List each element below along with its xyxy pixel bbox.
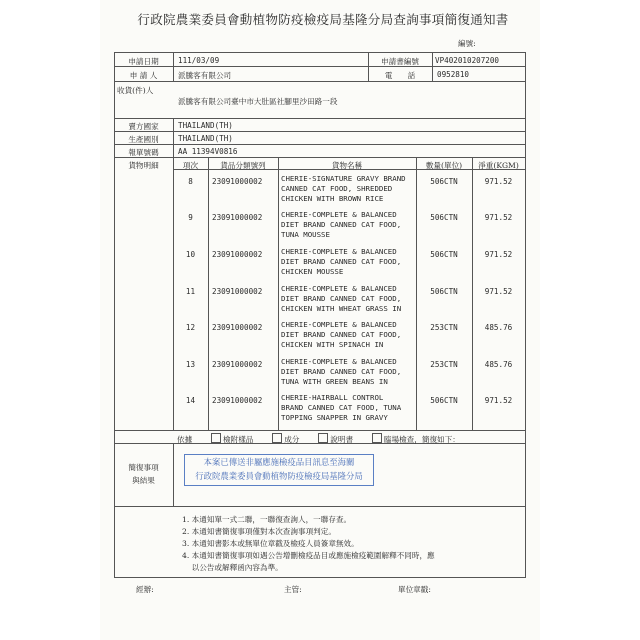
goods-description: CHERIE-COMPLETE & BALANCED DIET BRAND CANNED CAT FOOD, TUNA WITH GREEN BEANS IN bbox=[281, 357, 402, 386]
declaration-label: 報單號碼 bbox=[128, 148, 159, 157]
goods-item-no: 14 bbox=[185, 396, 196, 405]
supervisor-label: 主管: bbox=[284, 585, 302, 594]
col-item-header: 項次 bbox=[182, 161, 199, 170]
goods-net-weight: 971.52 bbox=[484, 287, 513, 296]
rule bbox=[208, 157, 209, 430]
goods-quantity: 506CTN bbox=[430, 250, 458, 259]
rule bbox=[173, 66, 174, 81]
goods-item-no: 12 bbox=[185, 323, 196, 332]
col-weight-header: 淨重(KGM) bbox=[478, 161, 519, 170]
rule bbox=[114, 577, 526, 578]
goods-hs-code: 23091000002 bbox=[212, 360, 263, 369]
goods-item-no: 9 bbox=[188, 213, 193, 222]
rule bbox=[114, 118, 526, 119]
goods-net-weight: 971.52 bbox=[484, 177, 513, 186]
goods-quantity: 253CTN bbox=[430, 360, 458, 369]
basis-option-inspection: 臨場檢查，簡復如下： bbox=[383, 435, 460, 444]
reply-label bbox=[114, 461, 173, 487]
reply-stamp bbox=[184, 454, 374, 486]
col-code-header: 貨品分類號列 bbox=[220, 161, 266, 170]
phone-label: 電 話 bbox=[384, 71, 416, 80]
goods-description: CHERIE-COMPLETE & BALANCED DIET BRAND CANNED CAT FOOD, CHICKEN WITH SPINACH IN bbox=[281, 320, 402, 349]
col-name-header: 貨物名稱 bbox=[331, 161, 363, 170]
rule bbox=[432, 52, 433, 81]
basis-option-sample: 檢附樣品 bbox=[223, 435, 254, 444]
handler-label: 經辦: bbox=[136, 585, 154, 594]
checkbox-sample[interactable] bbox=[211, 433, 221, 443]
goods-net-weight: 485.76 bbox=[484, 323, 513, 332]
goods-quantity: 506CTN bbox=[430, 213, 458, 222]
rule bbox=[114, 52, 526, 53]
note-2: 2. 本通知書簡復事項僅對本次查詢事項判定。 bbox=[182, 527, 336, 536]
goods-net-weight: 971.52 bbox=[484, 213, 513, 222]
serial-label: 編號: bbox=[458, 39, 476, 48]
goods-hs-code: 23091000002 bbox=[212, 177, 263, 186]
basis-row bbox=[177, 433, 460, 445]
note-4: 4. 本通知書簡復事項如遇公告增刪檢疫品目或應施檢疫範圍解釋不同時，應 bbox=[182, 551, 435, 560]
goods-section-label: 貨物明細 bbox=[128, 161, 159, 170]
reply-label-line1: 簡復事項 bbox=[128, 463, 159, 472]
phone-value: 0952810 bbox=[437, 70, 470, 79]
rule bbox=[114, 506, 526, 507]
goods-description: CHERIE-COMPLETE & BALANCED DIET BRAND CANNED CAT FOOD, TUNA MOUSSE bbox=[281, 210, 402, 239]
basis-label: 依據 bbox=[177, 435, 193, 444]
goods-quantity: 506CTN bbox=[430, 287, 458, 296]
frame-right bbox=[525, 52, 526, 577]
goods-hs-code: 23091000002 bbox=[212, 213, 263, 222]
goods-item-no: 11 bbox=[185, 287, 196, 296]
goods-item-no: 10 bbox=[185, 250, 196, 259]
rule bbox=[173, 52, 174, 67]
seller-country-label: 賣方國家 bbox=[128, 122, 159, 131]
basis-option-ingredient: 成分 bbox=[284, 435, 300, 444]
col-qty-header: 數量(單位) bbox=[425, 161, 463, 170]
goods-description: CHERIE-SIGNATURE GRAVY BRAND CANNED CAT FOOD, SHREDDED CHICKEN WITH BROWN RICE bbox=[281, 174, 406, 203]
consignee-label: 收貨(件)人 bbox=[117, 86, 154, 95]
rule bbox=[114, 131, 526, 132]
applicant-label: 申 請 人 bbox=[129, 71, 158, 80]
origin-label: 生產國別 bbox=[128, 135, 159, 144]
checkbox-inspection[interactable] bbox=[372, 433, 382, 443]
goods-description: CHERIE-COMPLETE & BALANCED DIET BRAND CANNED CAT FOOD, CHICKEN MOUSSE bbox=[281, 247, 402, 276]
application-no-value: VP402010207200 bbox=[435, 56, 500, 65]
declaration-value: AA 11394V0816 bbox=[178, 147, 238, 156]
applicant-value: 派騰客有限公司 bbox=[178, 71, 232, 80]
checkbox-manual[interactable] bbox=[318, 433, 328, 443]
note-3: 3. 本通知書影本或無單位章戳及檢疫人員簽章無效。 bbox=[182, 539, 359, 548]
goods-net-weight: 485.76 bbox=[484, 360, 513, 369]
goods-quantity: 506CTN bbox=[430, 396, 458, 405]
document-sheet bbox=[100, 0, 540, 640]
goods-hs-code: 23091000002 bbox=[212, 287, 263, 296]
rule bbox=[278, 157, 279, 430]
note-1: 1. 本通知單一式二聯，一聯復查詢人，一聯存查。 bbox=[182, 515, 352, 524]
unit-stamp-label: 單位章戳: bbox=[398, 585, 431, 594]
goods-hs-code: 23091000002 bbox=[212, 323, 263, 332]
goods-net-weight: 971.52 bbox=[484, 250, 513, 259]
goods-item-no: 8 bbox=[188, 177, 193, 186]
date-value: 111/03/09 bbox=[178, 56, 220, 65]
seller-country-value: THAILAND(TH) bbox=[178, 121, 233, 130]
rule bbox=[114, 81, 526, 82]
stamp-line-1: 本案已傳送非屬應施檢疫品目訊息至海關 bbox=[203, 457, 355, 467]
application-no-label: 申請書編號 bbox=[381, 57, 419, 66]
goods-hs-code: 23091000002 bbox=[212, 396, 263, 405]
goods-quantity: 506CTN bbox=[430, 177, 458, 186]
reply-label-line2: 與結果 bbox=[132, 476, 155, 485]
goods-description: CHERIE-HAIRBALL CONTROL BRAND CANNED CAT FOOD, TUNA TOPPING SNAPPER IN GRAVY bbox=[281, 393, 402, 422]
goods-description: CHERIE-COMPLETE & BALANCED DIET BRAND CANNED CAT FOOD, CHICKEN WITH WHEAT GRASS IN bbox=[281, 284, 402, 313]
rule bbox=[114, 157, 526, 158]
consignee-value: 派騰客有限公司臺中市大肚區社腳里沙田路一段 bbox=[178, 97, 338, 106]
rule bbox=[114, 66, 526, 67]
rule bbox=[173, 443, 174, 506]
goods-hs-code: 23091000002 bbox=[212, 250, 263, 259]
basis-option-manual: 說明書 bbox=[330, 435, 354, 444]
note-4-cont: 以公告或解釋函內容為準。 bbox=[182, 563, 283, 572]
goods-quantity: 253CTN bbox=[430, 323, 458, 332]
origin-value: THAILAND(TH) bbox=[178, 134, 233, 143]
goods-net-weight: 971.52 bbox=[484, 396, 513, 405]
checkbox-ingredient[interactable] bbox=[272, 433, 282, 443]
rule bbox=[114, 144, 526, 145]
stamp-line-2: 行政院農業委員會動植物防疫檢疫局基隆分局 bbox=[195, 471, 363, 481]
goods-item-no: 13 bbox=[185, 360, 196, 369]
date-label: 申請日期 bbox=[128, 57, 159, 66]
document-title: 行政院農業委員會動植物防疫檢疫局基隆分局查詢事項簡復通知書 bbox=[137, 12, 509, 27]
rule bbox=[114, 430, 526, 431]
